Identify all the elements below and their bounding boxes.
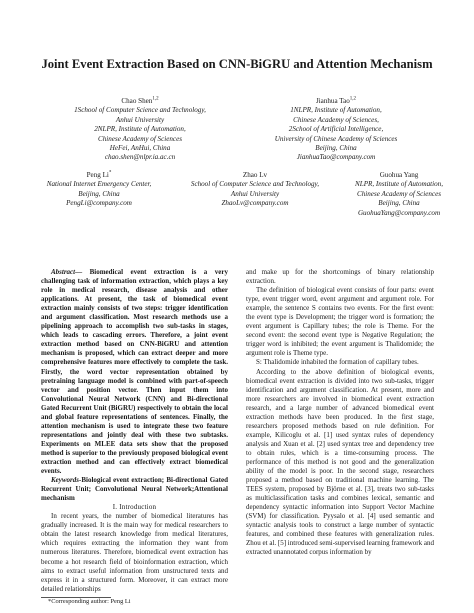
abstract bbox=[41, 268, 228, 476]
affiliation-line: 2NLPR, Institute of Automation, bbox=[94, 125, 186, 134]
affiliation-line: 1NLPR, Institute of Automation, bbox=[290, 106, 382, 115]
author-email: ZhaoLv@company.com bbox=[221, 199, 289, 208]
affiliation-line: HeFei, AnHui, China bbox=[109, 144, 171, 153]
left-column bbox=[41, 268, 228, 594]
author-sup: * bbox=[108, 170, 112, 176]
example-sentence: S: Thalidomide inhabited the formation of capillary tubes. bbox=[256, 358, 419, 367]
author-block-4 bbox=[170, 171, 340, 209]
section-heading: I. Introduction bbox=[112, 503, 157, 512]
keywords-lead: Keywords- bbox=[51, 476, 82, 485]
author-name: Guohua Yang bbox=[379, 171, 419, 179]
author-email: GuohuaYang@company.com bbox=[357, 208, 441, 217]
abstract-text: — Biomedical event extraction is a very challenging task of information extraction, which plays a key role in medical research, disease analysis and other applications. At present, the task of biomedical event extraction mainly consists of two steps: trigger identification and argument classification. Most research methods use a pipelining approach to accomplish two sub-tasks in stages, which leads to cascading errors. Therefore, a joint event extraction method based on CNN-BiGRU and attention mechanism is proposed, which can extract deeper and more comprehensive features more effectively to complete the task. Firstly, the word vector representation obtained by pretraining language model is combined with part-of-speech vector and position vector. Then input them into Convolutional Neural Network (CNN) and Bi-directional Gated Recurrent Unit (BiGRU) respectively to obtain the local and global feature representations of sentences. Finally, the attention mechanism is used to integrate these two feature representations and jointly deal with these two subtasks. Experiments on MLEE data sets show that the proposed method is superior to the previously proposed biological event extraction method and can effectively extract biomedical events. bbox=[41, 268, 228, 476]
author-sup: 1,2 bbox=[349, 96, 357, 102]
affiliation-line: University of Chinese Academy of Sciences bbox=[274, 134, 398, 143]
affiliation-line: 2School of Artificial Intelligence, bbox=[288, 125, 384, 134]
author-email: PengLi@company.com bbox=[66, 199, 132, 208]
author-name: Chao Shen bbox=[121, 97, 153, 105]
body-paragraph: According to the above definition of biological events, biomedical event extraction is divided into two sub-tasks, trigger identification and argument classification. At present, more and more researchers are involved in biomedical event extraction research, and a large number of advanced biomedical event extraction methods have been produced. In the first stage, researchers proposed methods based on rule definition. For example, Kilicoglu et al. [1] used syntax rules of dependency analysis and Xuan et al. [2] used syntax tree and dependency tree to obtain rules, which is a time-consuming process. The performance of this method is not good and the generalization ability of the model is poor. In the second stage, researchers proposed a method based on traditional machine learning. The TEES system, proposed by Björne et al. [3], treats two sub-tasks as multiclassification tasks and combines lexical, semantic and dependency syntactic information into Support Vector Machine (SVM) for classification. Pyysalo et al. [4] used semantic and syntactic analysis tools to construct a large number of syntactic features, and combined these features with generalization rules. Zhou et al. [5] introduced semi-supervised learning framework and extracted unannotated corpus information by bbox=[246, 367, 434, 557]
affiliation-line: 1School of Computer Science and Technology, bbox=[74, 106, 206, 115]
paper-title: Joint Event Extraction Based on CNN-BiGRU and Attention Mechanism bbox=[41, 57, 433, 71]
footnote: *Corresponding author: Peng Li bbox=[48, 598, 131, 605]
affiliation-line: Chinese Academy of Sciences, bbox=[293, 115, 379, 124]
affiliation-line: Beijing, China bbox=[378, 199, 420, 208]
right-column bbox=[246, 268, 434, 558]
keywords-text: Biological event extraction; Bi-directional Gated Recurrent Unit; Convolutional Neural Network;Attentional mechanism bbox=[41, 476, 228, 503]
affiliation-line: Chinese Academy of Sciences bbox=[98, 134, 182, 143]
affiliation-line: NLPR, Institute of Automation, bbox=[355, 180, 443, 189]
author-block-2 bbox=[246, 97, 426, 163]
affiliation-line: Beijing, China bbox=[78, 189, 120, 198]
keywords bbox=[41, 476, 228, 503]
affiliation-line: National Internet Emergency Center, bbox=[46, 180, 152, 189]
author-email: JianhuaTao@company.com bbox=[296, 153, 376, 162]
author-email: chao.shen@nlpr.ia.ac.cn bbox=[104, 153, 176, 162]
author-block-5 bbox=[336, 171, 462, 218]
author-block-1 bbox=[56, 97, 224, 163]
author-name: Peng Li bbox=[86, 171, 109, 179]
affiliation-line: Beijing, China bbox=[315, 144, 357, 153]
body-paragraph: The definition of biological event consists of four parts: event type, event trigger word, event argument and argument role. For example, the sentence S contains two events. For the first event: the event type is Development; the trigger word is formation; the event argument is Capillary tubes; the role is Theme. For the second event: the second event type is Negative Regulation; the trigger word is inhibited; the event argument is Thalidomide; the argument role is Theme type. bbox=[246, 286, 434, 358]
affiliation-line: Anhui University bbox=[230, 189, 280, 198]
affiliation-line: Anhui University bbox=[115, 115, 165, 124]
author-block-3 bbox=[34, 171, 164, 209]
author-name: Zhao Lv bbox=[242, 171, 268, 179]
abstract-lead: Abstract bbox=[51, 268, 76, 276]
author-name: Jianhua Tao bbox=[315, 97, 350, 105]
intro-paragraph: In recent years, the number of biomedical literatures has gradually increased. It is the main way for medical researchers to obtain the latest research knowledge from medical literatures, which requires extracting the information they want from numerous literatures. Therefore, biomedical event extraction has become a hot research field of bioinformation extraction, which aims to extract useful information from unstructured texts and express it in a structured form. Moreover, it can extract more detailed relationships bbox=[41, 512, 228, 593]
affiliation-line: School of Computer Science and Technology, bbox=[190, 180, 320, 189]
author-sup: 1,2 bbox=[152, 96, 159, 102]
affiliation-line: Chinese Academy of Sciences bbox=[357, 189, 441, 198]
body-paragraph: and make up for the shortcomings of binary relationship extraction. bbox=[246, 268, 434, 286]
